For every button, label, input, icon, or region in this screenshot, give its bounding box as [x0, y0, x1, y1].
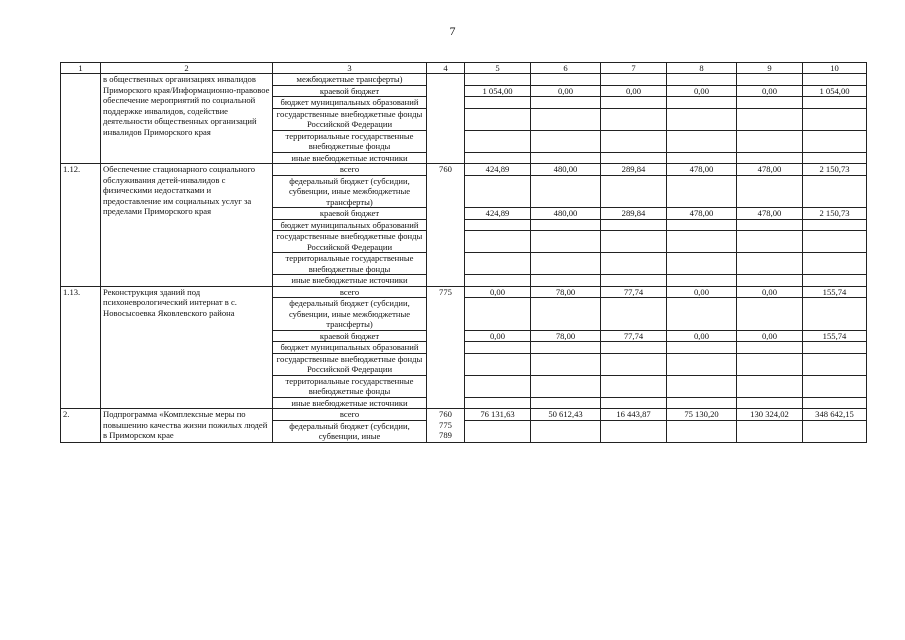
ministry-code-value: 760 775 789	[439, 409, 452, 440]
amount-cell: 155,74	[803, 330, 867, 342]
funding-source: бюджет муниципальных образований	[273, 342, 427, 354]
ministry-code	[427, 409, 465, 443]
amount-cell	[803, 219, 867, 231]
amount-cell: 77,74	[601, 330, 667, 342]
amount-cell	[601, 253, 667, 275]
amount-cell	[465, 74, 531, 86]
amount-cell	[531, 219, 601, 231]
amount-cell: 155,74	[803, 286, 867, 298]
amount-cell	[465, 420, 531, 442]
amount-cell	[803, 353, 867, 375]
amount-cell	[601, 353, 667, 375]
funding-source: иные внебюджетные источники	[273, 275, 427, 287]
amount-cell	[803, 74, 867, 86]
amount-cell	[601, 298, 667, 331]
amount-cell	[531, 353, 601, 375]
amount-cell: 2 150,73	[803, 208, 867, 220]
table-row	[61, 164, 867, 176]
amount-cell	[667, 353, 737, 375]
funding-source: краевой бюджет	[273, 208, 427, 220]
amount-cell	[465, 253, 531, 275]
amount-cell	[737, 97, 803, 109]
amount-cell	[737, 275, 803, 287]
column-header: 6	[531, 63, 601, 74]
amount-cell	[465, 130, 531, 152]
amount-cell	[601, 130, 667, 152]
amount-cell: 0,00	[465, 330, 531, 342]
amount-cell	[601, 231, 667, 253]
column-header: 7	[601, 63, 667, 74]
amount-cell: 480,00	[531, 164, 601, 176]
amount-cell	[531, 108, 601, 130]
amount-cell: 0,00	[737, 330, 803, 342]
amount-cell	[531, 74, 601, 86]
amount-cell: 75 130,20	[667, 409, 737, 421]
amount-cell	[737, 298, 803, 331]
amount-cell	[803, 375, 867, 397]
column-header: 9	[737, 63, 803, 74]
funding-source: краевой бюджет	[273, 330, 427, 342]
table-row	[61, 74, 867, 86]
amount-cell	[667, 375, 737, 397]
amount-cell	[803, 275, 867, 287]
amount-cell	[667, 152, 737, 164]
budget-table	[60, 62, 867, 443]
amount-cell	[465, 298, 531, 331]
amount-cell	[667, 275, 737, 287]
amount-cell: 50 612,43	[531, 409, 601, 421]
amount-cell: 480,00	[531, 208, 601, 220]
amount-cell	[531, 253, 601, 275]
amount-cell	[667, 74, 737, 86]
amount-cell	[737, 375, 803, 397]
amount-cell	[601, 342, 667, 354]
amount-cell	[737, 253, 803, 275]
amount-cell	[803, 175, 867, 208]
funding-source: территориальные государственные внебюджетные фонды	[273, 375, 427, 397]
amount-cell	[465, 152, 531, 164]
amount-cell	[737, 231, 803, 253]
column-header: 4	[427, 63, 465, 74]
column-header: 5	[465, 63, 531, 74]
table-row	[61, 286, 867, 298]
item-number: 1.12.	[61, 164, 101, 287]
amount-cell	[737, 397, 803, 409]
amount-cell	[601, 219, 667, 231]
amount-cell	[737, 130, 803, 152]
amount-cell	[667, 253, 737, 275]
funding-source: бюджет муниципальных образований	[273, 97, 427, 109]
amount-cell	[465, 342, 531, 354]
amount-cell: 478,00	[667, 208, 737, 220]
amount-cell: 130 324,02	[737, 409, 803, 421]
column-header: 8	[667, 63, 737, 74]
amount-cell	[531, 375, 601, 397]
amount-cell	[531, 152, 601, 164]
amount-cell	[667, 420, 737, 442]
amount-cell	[465, 231, 531, 253]
amount-cell: 289,84	[601, 164, 667, 176]
amount-cell: 0,00	[531, 85, 601, 97]
amount-cell: 0,00	[737, 286, 803, 298]
column-header: 10	[803, 63, 867, 74]
amount-cell	[803, 298, 867, 331]
amount-cell	[737, 175, 803, 208]
amount-cell: 16 443,87	[601, 409, 667, 421]
amount-cell	[601, 375, 667, 397]
column-header: 3	[273, 63, 427, 74]
amount-cell	[667, 175, 737, 208]
amount-cell: 1 054,00	[465, 85, 531, 97]
funding-source: иные внебюджетные источники	[273, 152, 427, 164]
amount-cell: 0,00	[601, 85, 667, 97]
funding-source: краевой бюджет	[273, 85, 427, 97]
amount-cell	[803, 342, 867, 354]
amount-cell: 348 642,15	[803, 409, 867, 421]
column-header: 1	[61, 63, 101, 74]
funding-source: межбюджетные трансферты)	[273, 74, 427, 86]
amount-cell	[737, 219, 803, 231]
ministry-code	[427, 286, 465, 409]
table-row	[61, 409, 867, 421]
amount-cell: 2 150,73	[803, 164, 867, 176]
amount-cell: 78,00	[531, 330, 601, 342]
amount-cell	[531, 420, 601, 442]
amount-cell	[465, 108, 531, 130]
amount-cell	[465, 375, 531, 397]
amount-cell	[601, 108, 667, 130]
amount-cell	[667, 219, 737, 231]
amount-cell: 76 131,63	[465, 409, 531, 421]
amount-cell: 289,84	[601, 208, 667, 220]
item-name: Реконструкция зданий под психоневрологический интернат в с. Новосысоевка Яковлевского района	[101, 286, 273, 409]
amount-cell	[531, 231, 601, 253]
amount-cell: 1 054,00	[803, 85, 867, 97]
amount-cell	[531, 342, 601, 354]
amount-cell	[531, 397, 601, 409]
amount-cell	[465, 353, 531, 375]
amount-cell: 0,00	[667, 85, 737, 97]
funding-source: всего	[273, 164, 427, 176]
amount-cell	[601, 175, 667, 208]
item-number: 2.	[61, 409, 101, 443]
amount-cell	[737, 108, 803, 130]
ministry-code-value: 760	[439, 164, 452, 174]
amount-cell	[465, 275, 531, 287]
amount-cell	[465, 397, 531, 409]
amount-cell	[601, 74, 667, 86]
funding-source: бюджет муниципальных образований	[273, 219, 427, 231]
amount-cell	[465, 219, 531, 231]
amount-cell	[531, 97, 601, 109]
amount-cell	[601, 397, 667, 409]
item-name: Подпрограмма «Комплексные меры по повышению качества жизни пожилых людей в Приморском крае	[101, 409, 273, 443]
amount-cell: 0,00	[667, 286, 737, 298]
column-header: 2	[101, 63, 273, 74]
funding-source: федеральный бюджет (субсидии, субвенции, иные межбюджетные трансферты)	[273, 298, 427, 331]
amount-cell	[803, 231, 867, 253]
funding-source: всего	[273, 286, 427, 298]
amount-cell	[601, 275, 667, 287]
amount-cell	[465, 97, 531, 109]
ministry-code-value: 775	[439, 286, 452, 297]
funding-source: территориальные государственные внебюджетные фонды	[273, 253, 427, 275]
amount-cell: 478,00	[737, 164, 803, 176]
item-number: 1.13.	[61, 286, 101, 409]
funding-source: федеральный бюджет (субсидии, субвенции, иные	[273, 420, 427, 442]
amount-cell	[531, 130, 601, 152]
amount-cell: 78,00	[531, 286, 601, 298]
amount-cell: 0,00	[737, 85, 803, 97]
amount-cell	[803, 420, 867, 442]
funding-source: всего	[273, 409, 427, 421]
amount-cell	[531, 175, 601, 208]
amount-cell	[803, 97, 867, 109]
amount-cell: 424,89	[465, 208, 531, 220]
amount-cell	[737, 74, 803, 86]
funding-source: территориальные государственные внебюджетные фонды	[273, 130, 427, 152]
amount-cell	[601, 97, 667, 109]
ministry-code	[427, 164, 465, 287]
header-row	[61, 63, 867, 74]
amount-cell	[667, 298, 737, 331]
amount-cell: 424,89	[465, 164, 531, 176]
page-number: 7	[449, 24, 456, 38]
amount-cell: 0,00	[465, 286, 531, 298]
amount-cell	[531, 298, 601, 331]
amount-cell	[667, 108, 737, 130]
amount-cell	[465, 175, 531, 208]
amount-cell	[601, 152, 667, 164]
item-name: в общественных организациях инвалидов Приморского края/Информационно-правовое обеспечение мероприятий по социальной поддержке инвалидов, содействие деятельности общественных организаций инвалидов Приморского края	[101, 74, 273, 164]
amount-cell	[737, 420, 803, 442]
amount-cell	[803, 152, 867, 164]
amount-cell: 0,00	[667, 330, 737, 342]
amount-cell	[667, 342, 737, 354]
funding-source: государственные внебюджетные фонды Российской Федерации	[273, 108, 427, 130]
amount-cell	[667, 397, 737, 409]
amount-cell	[803, 253, 867, 275]
amount-cell	[737, 152, 803, 164]
funding-source: федеральный бюджет (субсидии, субвенции, иные межбюджетные трансферты)	[273, 175, 427, 208]
amount-cell	[737, 353, 803, 375]
amount-cell: 478,00	[667, 164, 737, 176]
amount-cell	[803, 108, 867, 130]
funding-source: иные внебюджетные источники	[273, 397, 427, 409]
amount-cell	[667, 231, 737, 253]
amount-cell	[803, 130, 867, 152]
amount-cell: 478,00	[737, 208, 803, 220]
funding-source: государственные внебюджетные фонды Российской Федерации	[273, 231, 427, 253]
ministry-code	[427, 74, 465, 164]
amount-cell	[667, 97, 737, 109]
amount-cell	[601, 420, 667, 442]
funding-source: государственные внебюджетные фонды Российской Федерации	[273, 353, 427, 375]
amount-cell: 77,74	[601, 286, 667, 298]
amount-cell	[667, 130, 737, 152]
amount-cell	[531, 275, 601, 287]
amount-cell	[737, 342, 803, 354]
amount-cell	[803, 397, 867, 409]
item-number	[61, 74, 101, 164]
item-name: Обеспечение стационарного социального обслуживания детей-инвалидов с физическими недостатками и предоставление им социальных услуг за пределами Приморского края	[101, 164, 273, 287]
